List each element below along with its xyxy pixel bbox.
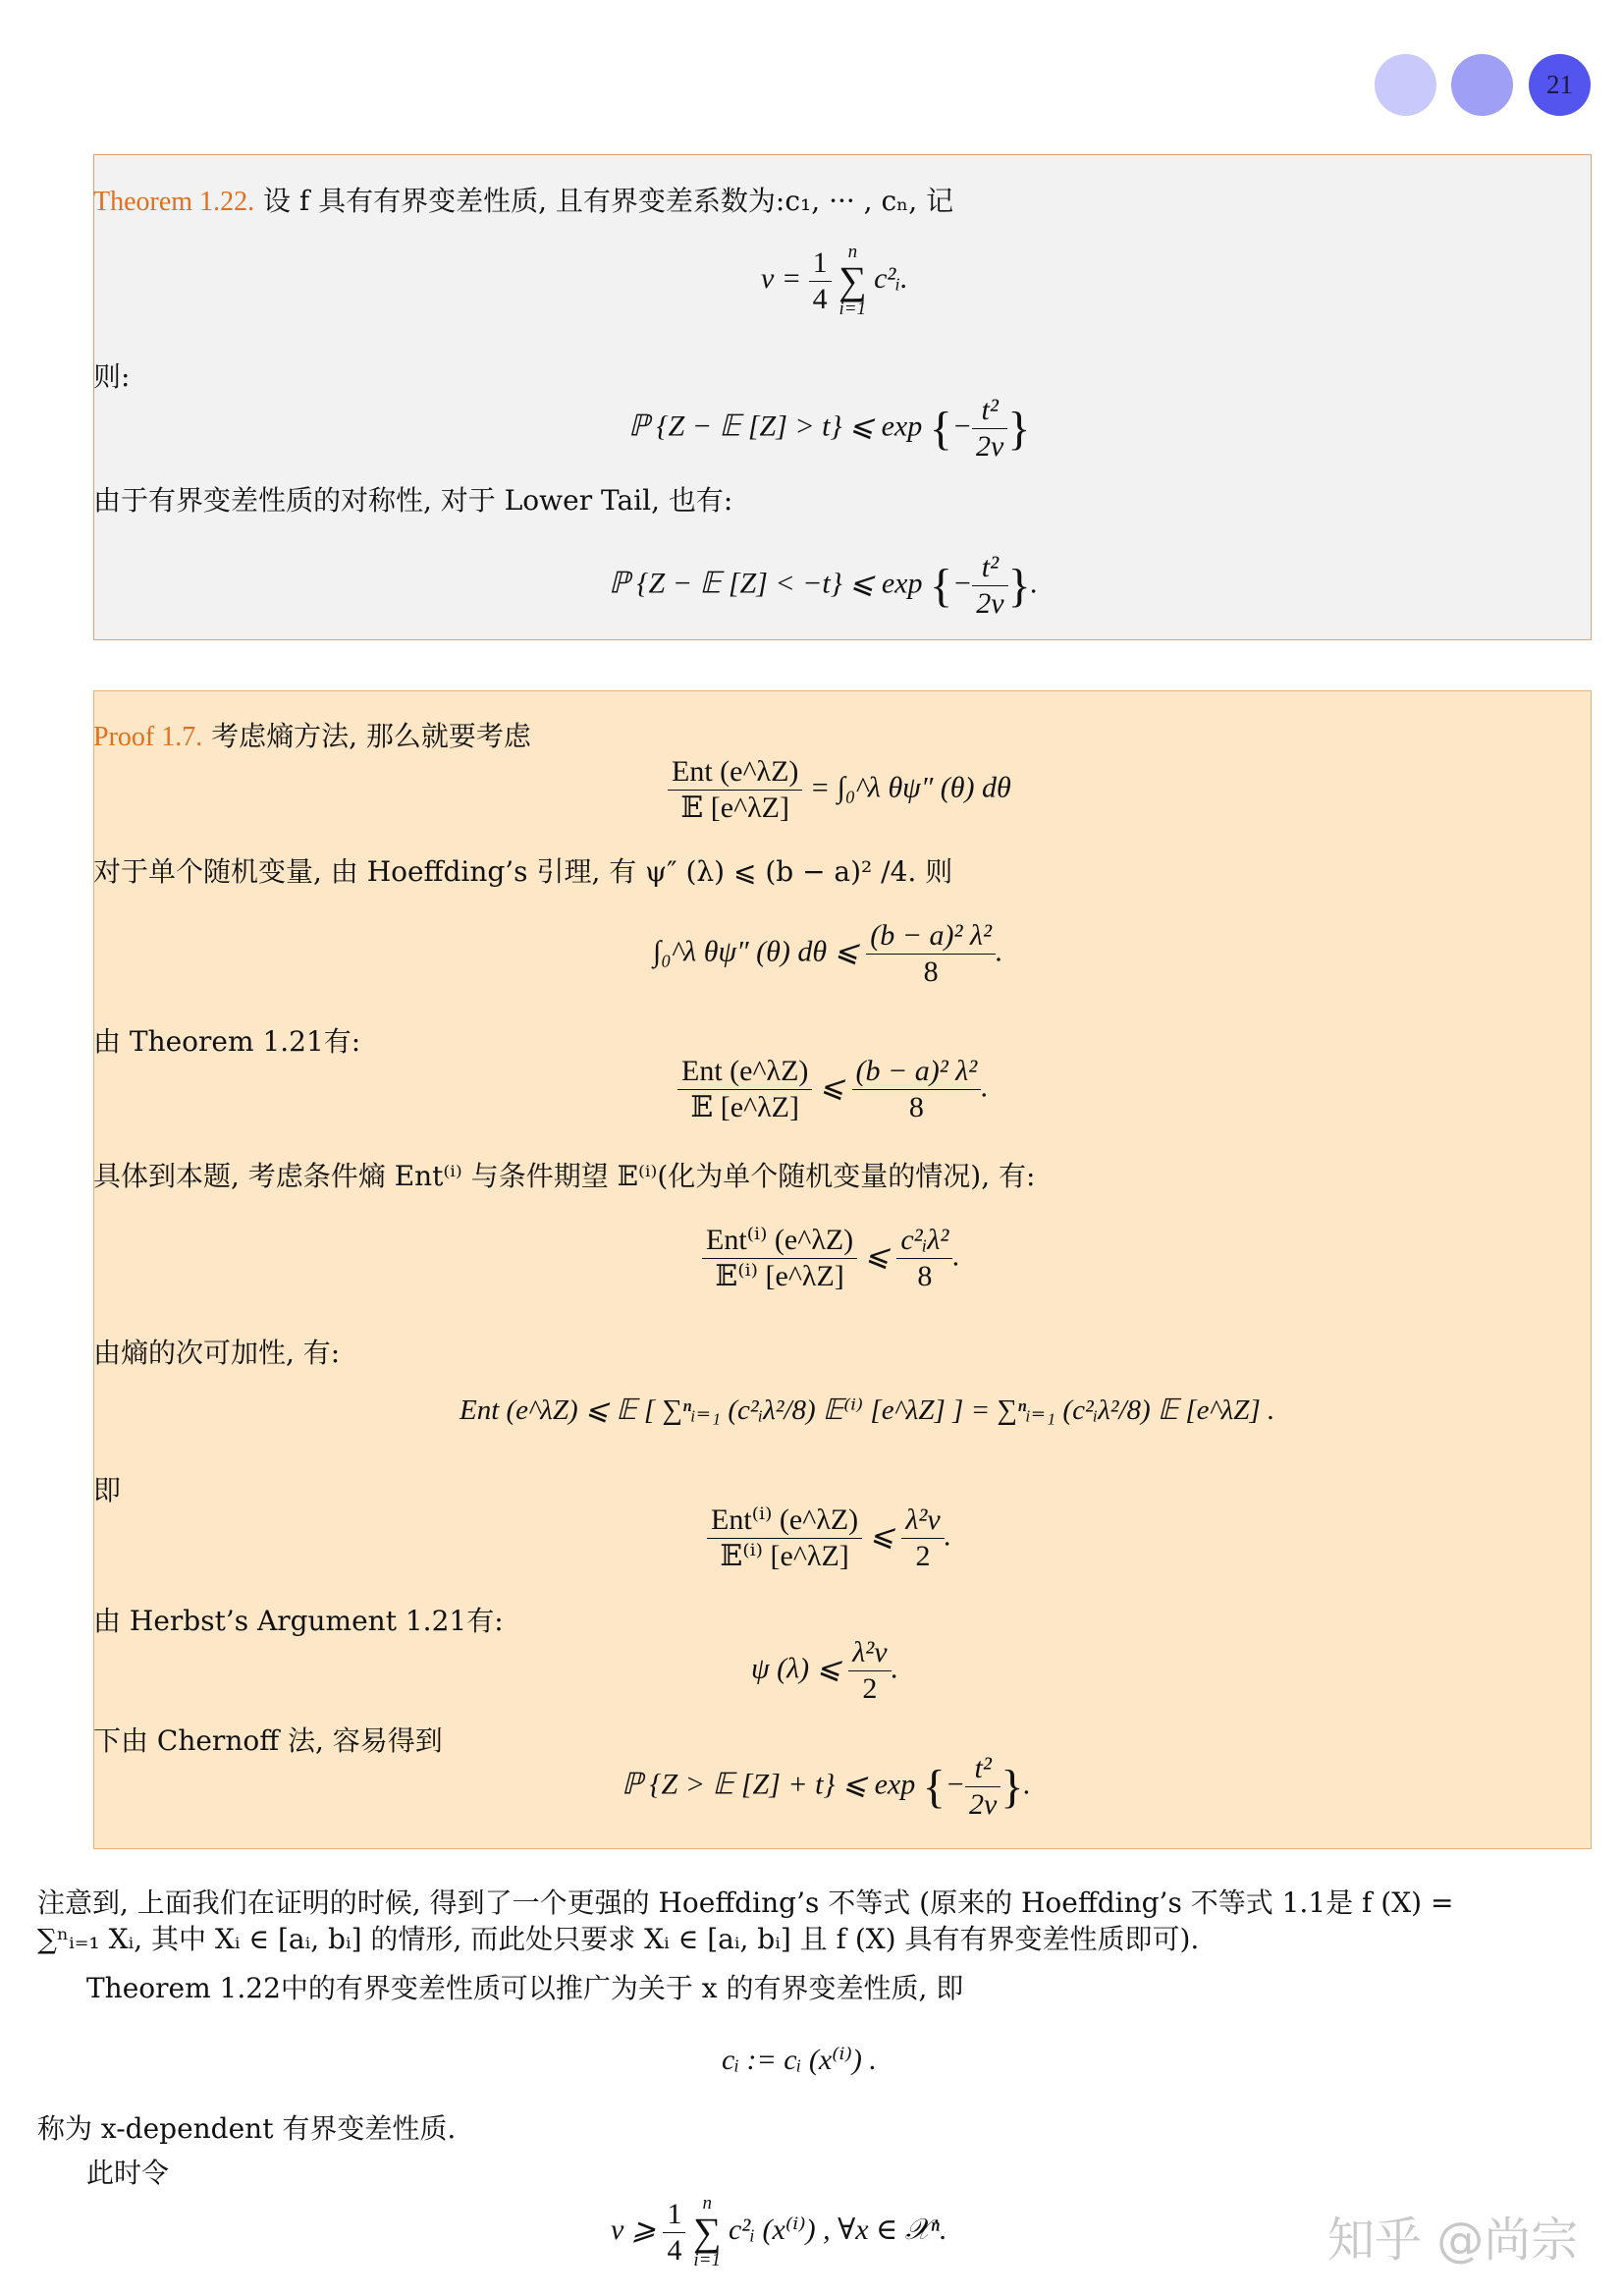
page-number: 21 — [1529, 54, 1591, 116]
herbst-text: 由 Herbst’s Argument 1.21有: — [93, 1605, 504, 1637]
x-dependent-text: 称为 x-dependent 有界变差性质. — [37, 2112, 457, 2145]
eq-nu-lhs: ν = — [761, 261, 802, 295]
theorem-text: 设 f 具有有界变差性质, 且有界变差系数为:c₁, ··· , cₙ, 记 — [254, 185, 954, 217]
subadditivity-text: 由熵的次可加性, 有: — [93, 1337, 341, 1369]
equation-nu — [761, 244, 908, 318]
equation-integral-bound: ∫₀^λ θψ″ (θ) dθ ⩽ $\frac{\text{(b − a)² λ²}}{8}$ . — [653, 919, 1003, 988]
theorem-statement — [93, 184, 953, 220]
equation-subadditivity: Ent (e^λZ) ⩽ 𝔼 [ ∑ⁿᵢ₌₁ (c²ᵢλ²/8) 𝔼⁽ⁱ⁾ [e^λZ] ] = ∑ⁿᵢ₌₁ (c²ᵢλ²/8) 𝔼 [e^λZ] . — [460, 1394, 1275, 1426]
equation-psi-bound: ψ (λ) ⩽ $\frac{\text{λ²ν}}{2}$ . — [751, 1636, 899, 1705]
equation-upper-tail: ℙ {Z − 𝔼 [Z] > t} ⩽ exp {− $\frac{\text{t²}}{2\nu}$ } — [628, 394, 1031, 463]
equation-entropy-integral: $\frac{\text{Ent (e\textasciicircum{}λZ)}}{\text{𝔼 [e\textasciicircum{}λZ]}}$ = ∫₀^λ θψ″ (θ) dθ — [668, 754, 1011, 826]
symmetry-text: 由于有界变差性质的对称性, 对于 Lower Tail, 也有: — [93, 484, 733, 517]
equation-lower-tail: ℙ {Z − 𝔼 [Z] < −t} ⩽ exp {− $\frac{\text{t²}}{2\nu}$ }. — [609, 551, 1039, 620]
decor-circle-mid — [1451, 54, 1513, 116]
frac-quarter: $\frac{1}{4}$ — [809, 246, 832, 317]
let-text: 此时令 — [86, 2157, 170, 2189]
hoeffding-lemma-text: 对于单个随机变量, 由 Hoeffding’s 引理, 有 ψ″ (λ) ⩽ (b − a)² /4. 则 — [93, 855, 953, 888]
proof-label: Proof 1.7. — [93, 722, 203, 752]
then-text: 则: — [93, 360, 131, 393]
equation-chernoff: ℙ {Z > 𝔼 [Z] + t} ⩽ exp {− $\frac{\text{t²}}{2\nu}$ }. — [622, 1752, 1031, 1821]
equation-nu-bound: ν ⩾ $\frac{1}{4}$ n ∑ i=1 c²ᵢ (x⁽ⁱ⁾) , ∀x ∈ 𝒳ⁿ. — [611, 2193, 947, 2270]
ie-text: 即 — [93, 1474, 122, 1506]
sum-symbol: n ∑ i=1 — [839, 242, 867, 319]
note-line-1: 注意到, 上面我们在证明的时候, 得到了一个更强的 Hoeffding’s 不等式 (原来的 Hoeffding’s 不等式 1.1是 f (X) = — [37, 1886, 1454, 1919]
equation-entropy-bound: $\frac{\text{Ent (e\textasciicircum{}λZ)}}{\text{𝔼 [e\textasciicircum{}λZ]}}$ ⩽ $\frac{\text{(b − a)² λ²}}{8}$ . — [677, 1054, 989, 1125]
decor-circle-light — [1375, 54, 1436, 116]
chernoff-text: 下由 Chernoff 法, 容易得到 — [93, 1724, 443, 1757]
theorem-label: Theorem 1.22. — [93, 187, 255, 217]
watermark: 知乎 @尚宗 — [1327, 2213, 1579, 2268]
proof-intro: Proof 1.7. 考虑熵方法, 那么就要考虑 — [93, 720, 531, 752]
equation-entropy-nu: $\frac{\text{Ent⁽ⁱ⁾ (e\textasciicircum{}λZ)}}{\text{𝔼⁽ⁱ⁾ [e\textasciicircum{}λZ]}}$ ⩽ $\frac{\text{λ²ν}}{2}$ . — [707, 1503, 951, 1574]
conditional-text: 具体到本题, 考虑条件熵 Ent⁽ⁱ⁾ 与条件期望 𝔼⁽ⁱ⁾(化为单个随机变量的情况), 有: — [93, 1160, 1036, 1192]
theorem-ref-text: 由 Theorem 1.21有: — [93, 1025, 361, 1058]
generalization-text: Theorem 1.22中的有界变差性质可以推广为关于 x 的有界变差性质, 即 — [86, 1972, 964, 2004]
equation-ci: cᵢ := cᵢ (x⁽ⁱ⁾) . — [722, 2044, 877, 2076]
note-line-2: ∑ⁿᵢ₌₁ Xᵢ, 其中 Xᵢ ∈ [aᵢ, bᵢ] 的情形, 而此处只要求 Xᵢ ∈ [aᵢ, bᵢ] 且 f (X) 具有有界变差性质即可). — [37, 1923, 1200, 1955]
eq-nu-rhs: c²ᵢ. — [874, 261, 908, 295]
equation-conditional-bound: $\frac{\text{Ent⁽ⁱ⁾ (e\textasciicircum{}λZ)}}{\text{𝔼⁽ⁱ⁾ [e\textasciicircum{}λZ]}}$ ⩽ $\frac{\text{c²ᵢλ²}}{8}$ . — [702, 1223, 960, 1294]
